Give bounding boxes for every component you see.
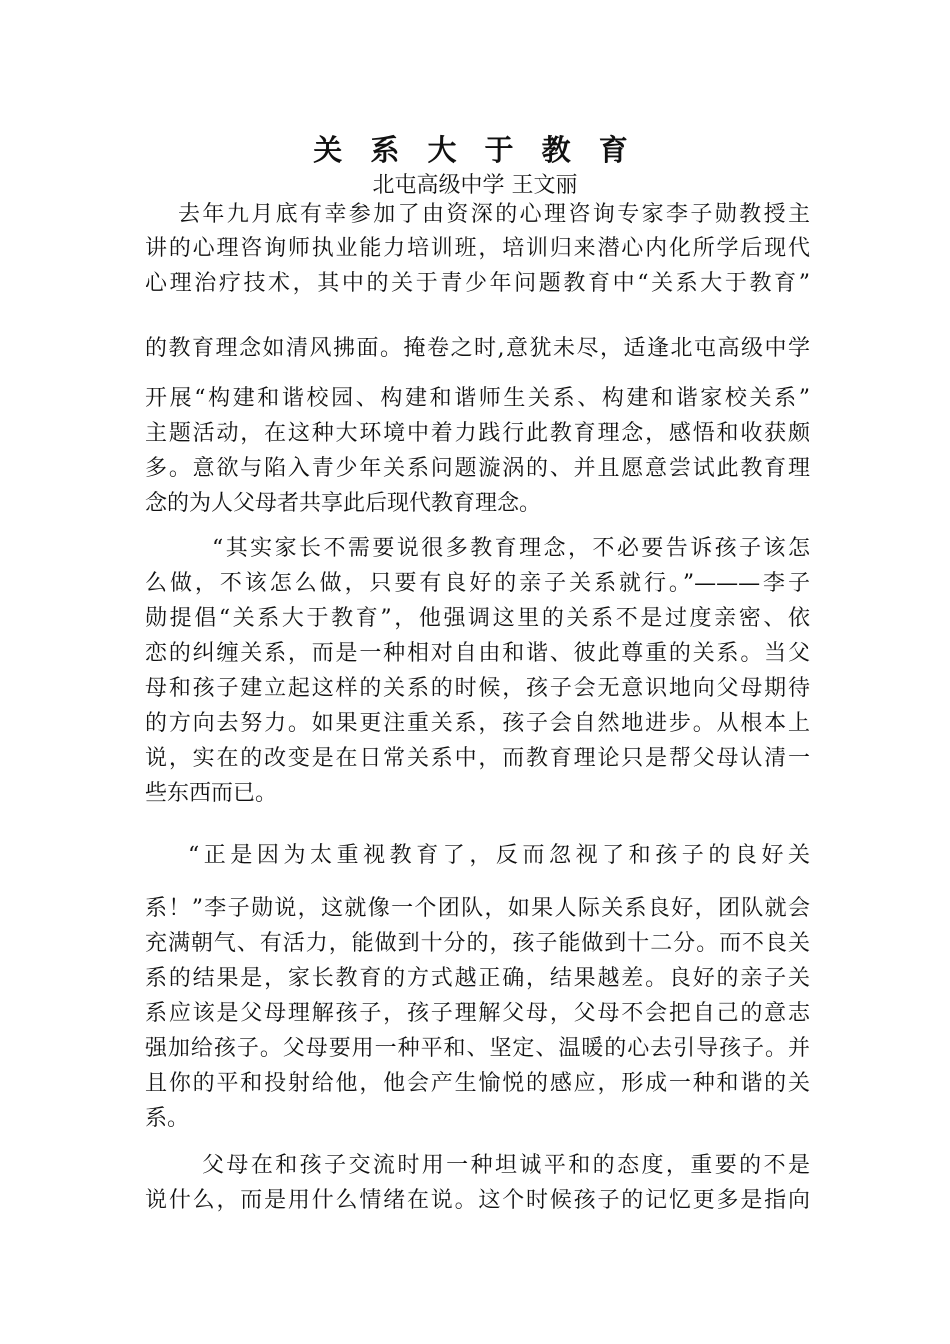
- text-line: 念的为人父母者共享此后现代教育理念。: [145, 491, 542, 516]
- text-line: 些东西而已。: [145, 781, 278, 806]
- text-line: 的方向去努力。如果更注重关系，孩子会自然地进步。从根本上: [145, 711, 810, 736]
- text-line: 充满朝气、有活力，能做到十分的，孩子能做到十二分。而不良关: [145, 931, 810, 956]
- text-line: 父母在和孩子交流时用一种坦诚平和的态度，重要的不是: [202, 1153, 810, 1178]
- text-line: 开展“构建和谐校园、构建和谐师生关系、构建和谐家校关系”: [145, 386, 810, 411]
- text-line: 系！”李子勋说，这就像一个团队，如果人际关系良好，团队就会: [145, 896, 810, 921]
- text-line: 系的结果是，家长教育的方式越正确，结果越差。良好的亲子关: [145, 966, 810, 991]
- text-line: 的教育理念如清风拂面。掩卷之时,意犹未尽，适逢北屯高级中学: [145, 336, 810, 361]
- text-line: 系应该是父母理解孩子，孩子理解父母，父母不会把自己的意志: [145, 1001, 810, 1026]
- text-line: 强加给孩子。父母要用一种平和、坚定、温暖的心去引导孩子。并: [145, 1036, 810, 1061]
- text-line: 系。: [145, 1106, 190, 1131]
- text-line: 讲的心理咨询师执业能力培训班，培训归来潜心内化所学后现代: [145, 236, 810, 261]
- text-line: “其实家长不需要说很多教育理念，不必要告诉孩子该怎: [212, 536, 810, 561]
- text-line: 勋提倡“关系大于教育”，他强调这里的关系不是过度亲密、依: [145, 606, 810, 631]
- text-line: 说什么，而是用什么情绪在说。这个时候孩子的记忆更多是指向: [145, 1188, 810, 1213]
- text-line: 去年九月底有幸参加了由资深的心理咨询专家李子勋教授主: [178, 202, 810, 227]
- text-line: 且你的平和投射给他，他会产生愉悦的感应，形成一种和谐的关: [145, 1071, 810, 1096]
- page-title: 关 系 大 于 教 育: [313, 133, 637, 167]
- author-byline: 北屯高级中学 王文丽: [372, 173, 578, 198]
- text-line: 母和孩子建立起这样的关系的时候，孩子会无意识地向父母期待: [145, 676, 810, 701]
- text-line: 说，实在的改变是在日常关系中，而教育理论只是帮父母认清一: [145, 746, 810, 771]
- text-line: 恋的纠缠关系，而是一种相对自由和谐、彼此尊重的关系。当父: [145, 641, 810, 666]
- text-line: 多。意欲与陷入青少年关系问题漩涡的、并且愿意尝试此教育理: [145, 456, 810, 481]
- text-line: “正是因为太重视教育了，反而忽视了和孩子的良好关: [188, 843, 810, 868]
- text-line: 主题活动，在这种大环境中着力践行此教育理念，感悟和收获颇: [145, 421, 810, 446]
- text-line: 么做，不该怎么做，只要有良好的亲子关系就行。”———李子: [145, 571, 810, 596]
- text-line: 心理治疗技术，其中的关于青少年问题教育中“关系大于教育”: [145, 271, 810, 296]
